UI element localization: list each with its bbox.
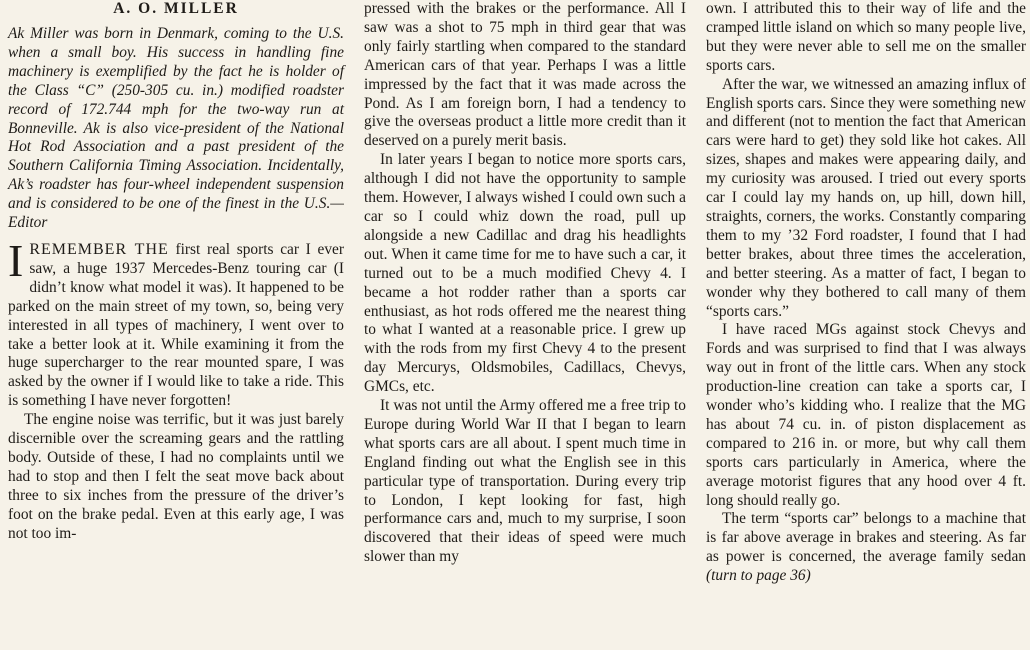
lead-smallcaps: REMEMBER THE: [29, 240, 169, 258]
lead-paragraph: [8, 234, 344, 411]
column-1: [8, 0, 344, 543]
body-paragraph: After the war, we witnessed an amazing influx of English sports cars. Since they were something new and different (not to mention the fact that American cars were hard to get) they sold like hot cakes. All sizes, shapes and makes were appearing daily, and my curiosity was aroused. I tried out every sports car I could lay my hands on, up hill, down hill, straights, corners, the works. Constantly comparing them to my ’32 Ford roadster, I found that I had better brakes, about three times the acceleration, and better steering. As a matter of fact, I began to wonder why they bothered to call many of them “sports cars.”: [706, 75, 1026, 320]
lead-text: first real sports car I ever saw, a huge 1937 Mercedes-Benz touring car (I didn’t know what model it was). It happened to be parked on the main street of my town, so, being very interested in all types of machinery, I went over to take a better look at it. While examining it from the huge supercharger to the rear mounted spare, I was asked by the owner if I would like to take a ride. This is something I have never forgotten!: [8, 240, 344, 410]
column-3: [706, 0, 1026, 586]
body-paragraph: The engine noise was terrific, but it was just barely discernible over the screaming gears and the rattling body. Outside of these, I had no complaints until we had to stop and then I felt the seat move back about three to six inches from the pressure of the driver’s foot on the brake pedal. Even at this early age, I was not too im-: [8, 411, 344, 542]
body-paragraph: I have raced MGs against stock Chevys and Fords and was surprised to find that I was always way out in front of the little cars. When any stock production-line creation can take a sports car, I wonder who’s kidding who. I realize that the MG has about 74 cu. in. of piston displacement as compared to 216 in. or more, but why call them sports cars particularly in America, where the average motorist figures that any hood over 4 ft. long should really go.: [706, 321, 1026, 509]
body-paragraph: own. I attributed this to their way of life and the cramped little island on which so many people live, but they were never able to sell me on the smaller sports cars.: [706, 0, 1026, 74]
body-paragraph: pressed with the brakes or the performance. All I saw was a shot to 75 mph in third gear that was only fairly startling when compared to the standard American cars of that year. Perhaps I was a little impressed by the fact that it was made across the Pond. As I am foreign born, I had a tendency to give the overseas product a little more credit than it deserved on a purely merit basis.: [364, 0, 686, 150]
editor-note: [8, 25, 344, 233]
column-2: [364, 0, 686, 567]
editor-note-text: Ak Miller was born in Denmark, coming to the U.S. when a small boy. His success in handling fine machinery is exemplified by the fact he is holder of the Class “C” (250-305 cu. in.) modified roadster record of 172.744 mph for the two-way run at Bonneville. Ak is also vice-president of the National Hot Rod Association and a past president of the Southern California Timing Association. Incidentally, Ak’s roadster has four-wheel independent suspension and is considered to be one of the finest in the U.S.—Editor: [8, 25, 344, 232]
final-paragraph-text: The term “sports car” belongs to a machine that is far above average in brakes and steering. As far as power is concerned, the average family sedan: [706, 510, 1026, 566]
body-paragraph: It was not until the Army offered me a free trip to Europe during World War II that I began to learn what sports cars are all about. I spent much time in England finding out what the English see in this particular type of transportation. During every trip to London, I kept looking for fast, high performance cars and, much to my surprise, I soon discovered that their ideas of speed were much slower than my: [364, 397, 686, 566]
drop-cap: I: [8, 234, 24, 286]
author-byline: A. O. MILLER: [113, 0, 239, 17]
continuation-reference: (turn to page 36): [706, 567, 811, 585]
body-paragraph: In later years I began to notice more sports cars, although I did not have the opportunity to sample them. However, I always wished I could own such a car so I could whiz down the road, pull up alongside a new Cadillac and drag his headlights out. When it came time for me to have such a car, it turned out to be a much modified Chevy 4. I became a hot rodder rather than a sports car enthusiast, as hot rods offered me the nearest thing to what I wanted at a reasonable price. I grew up with the rods from my first Chevy 4 to the present day Mercurys, Oldsmobiles, Cadillacs, Chevys, GMCs, etc.: [364, 151, 686, 396]
body-paragraph: [706, 510, 1026, 586]
